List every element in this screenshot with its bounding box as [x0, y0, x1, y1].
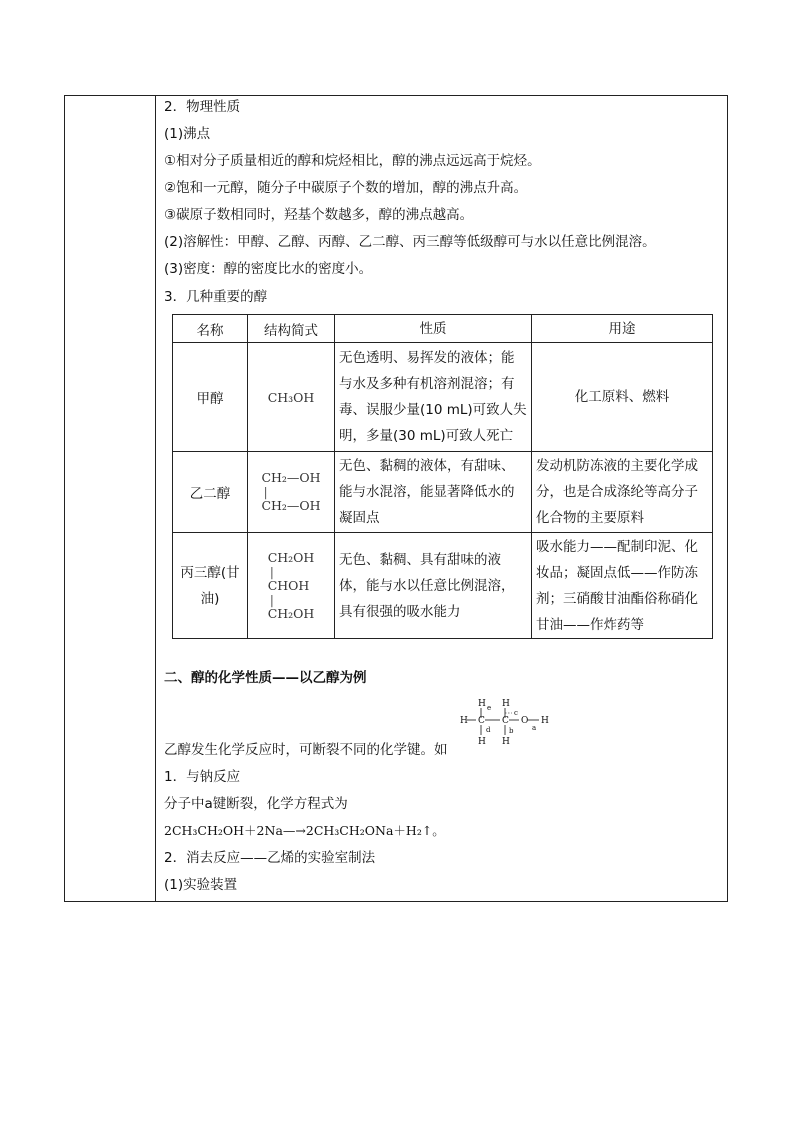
- structure-line: CH₂OH: [267, 549, 315, 565]
- table-header-cell: 性质: [335, 315, 532, 343]
- alcohols-table: [172, 314, 713, 639]
- apparatus-title: (1)实验装置: [164, 877, 238, 893]
- alcohol-name: 丙三醇(甘油): [173, 533, 248, 639]
- structure-line: CHOH: [267, 577, 310, 593]
- chemical-intro: 乙醇发生化学反应时，可断裂不同的化学键。如: [164, 742, 448, 758]
- density-text: (3)密度：醇的密度比水的密度小。: [164, 261, 373, 277]
- section-title-physical: 2．物理性质: [164, 99, 241, 115]
- table-header-cell: 结构简式: [248, 315, 335, 343]
- diagram-atom: H: [478, 699, 486, 709]
- structure-formula: CH₂OH | CHOH | CH₂OH: [248, 533, 335, 639]
- diagram-atom: O: [521, 716, 529, 726]
- sodium-reaction-equation: 2CH₃CH₂OH＋2Na—→2CH₃CH₂ONa＋H₂↑。: [164, 823, 445, 838]
- table-header-cell: 用途: [532, 315, 713, 343]
- diagram-atom: H: [460, 716, 468, 726]
- diagram-atom: H: [502, 737, 510, 747]
- structure-formula: CH₃OH: [248, 343, 335, 452]
- diagram-bond-label: e: [487, 704, 492, 712]
- table-row: [173, 452, 713, 533]
- section-title-alcohols: 3．几种重要的醇: [164, 289, 268, 305]
- diagram-atom: C: [478, 716, 485, 726]
- diagram-atom: C: [502, 716, 509, 726]
- diagram-bond-label: b: [509, 727, 514, 735]
- elimination-reaction-title: 2．消去反应——乙烯的实验室制法: [164, 850, 376, 866]
- left-column: [65, 96, 156, 901]
- boiling-point-item-3: ③碳原子数相同时，羟基个数越多，醇的沸点越高。: [164, 207, 474, 223]
- boiling-point-item-2: ②饱和一元醇，随分子中碳原子个数的增加，醇的沸点升高。: [164, 180, 528, 196]
- table-row: [173, 343, 713, 452]
- use-text: 化工原料、燃料: [532, 343, 713, 452]
- use-text: 吸水能力——配制印泥、化妆品；凝固点低——作防冻剂；三硝酸甘油酯俗称硝化甘油——作炸药等: [532, 533, 713, 639]
- structure-line: CH₂—OH: [261, 470, 321, 485]
- boiling-point-item-1: ①相对分子质量相近的醇和烷烃相比，醇的沸点远远高于烷烃。: [164, 153, 541, 169]
- structure-line: CH₂—OH: [261, 498, 321, 513]
- diagram-atom: H: [541, 716, 549, 726]
- diagram-bond-label: c: [514, 709, 518, 717]
- sodium-reaction-title: 1．与钠反应: [164, 769, 241, 785]
- solubility-text: (2)溶解性：甲醇、乙醇、丙醇、乙二醇、丙三醇等低级醇可与水以任意比例混溶。: [164, 234, 656, 250]
- diagram-atom: H: [502, 699, 510, 709]
- alcohol-name: 乙二醇: [173, 452, 248, 533]
- property-text: 无色、黏稠、具有甜味的液体，能与水以任意比例混溶，具有很强的吸水能力: [335, 533, 532, 639]
- structure-line: CH₂OH: [267, 605, 315, 621]
- diagram-bond-label: d: [486, 726, 491, 734]
- table-row: [173, 533, 713, 639]
- chemical-properties-heading: 二、醇的化学性质——以乙醇为例: [164, 670, 367, 686]
- property-text: 无色透明、易挥发的液体；能与水及多种有机溶剂混溶；有毒、误服少量(10 mL)可致人失明，多量(30 mL)可致人死亡: [335, 343, 532, 452]
- sodium-reaction-desc: 分子中a键断裂，化学方程式为: [164, 796, 348, 812]
- content-frame: [64, 95, 728, 902]
- alcohol-name: 甲醇: [173, 343, 248, 452]
- table-header-row: [173, 315, 713, 343]
- boiling-point-title: (1)沸点: [164, 126, 211, 142]
- ethanol-bond-diagram: [459, 696, 559, 754]
- table-header-cell: 名称: [173, 315, 248, 343]
- use-text: 发动机防冻液的主要化学成分，也是合成涤纶等高分子化合物的主要原料: [532, 452, 713, 533]
- structure-formula: CH₂—OH | CH₂—OH: [248, 452, 335, 533]
- property-text: 无色、黏稠的液体，有甜味、能与水混溶，能显著降低水的凝固点: [335, 452, 532, 533]
- diagram-atom: H: [478, 737, 486, 747]
- diagram-bond-label: a: [532, 724, 537, 732]
